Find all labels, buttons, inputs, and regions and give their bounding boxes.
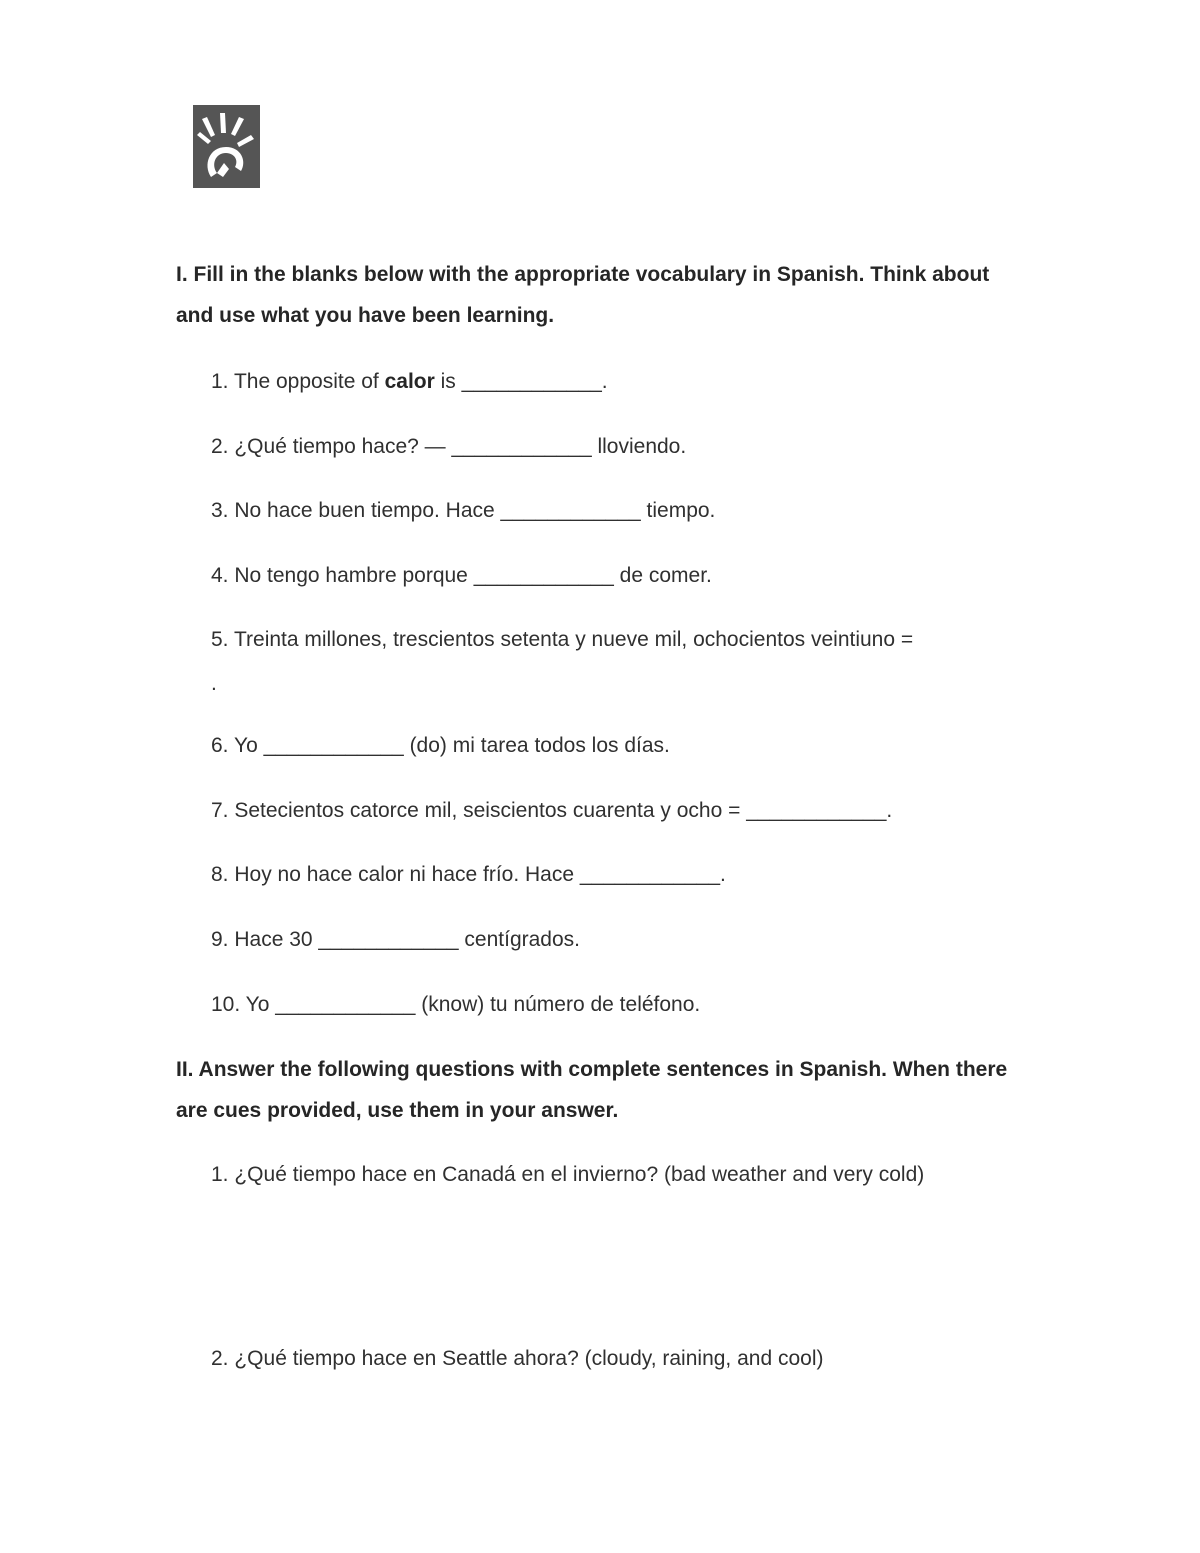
answer-blank[interactable]: ____________: [461, 370, 602, 393]
answer-blank[interactable]: ____________: [275, 993, 416, 1016]
item-text: .: [601, 370, 608, 393]
item-text: Treinta millones, trescientos setenta y nueve mil, ochocientos veintiuno =: [233, 628, 914, 651]
answer-blank[interactable]: ____________: [263, 734, 404, 757]
sun-head-logo-icon: [193, 105, 260, 188]
section-2-heading: [176, 1049, 1076, 1131]
item-text: .: [720, 863, 726, 886]
item-continuation-text: .: [211, 672, 217, 695]
item-text: is: [434, 370, 462, 393]
item-text: The opposite of: [233, 370, 385, 393]
answer-blank[interactable]: ____________: [473, 564, 614, 587]
item-text: Yo: [245, 993, 276, 1016]
fill-blank-item-4: [211, 562, 1091, 590]
section-2-heading-line-2: are cues provided, use them in your answer.: [176, 1099, 619, 1122]
item-text: Hoy no hace calor ni hace frío. Hace: [234, 863, 580, 886]
answer-blank[interactable]: ____________: [746, 799, 887, 822]
item-number: 3.: [211, 499, 229, 522]
question-item-2: [211, 1345, 1091, 1373]
item-number: 1.: [211, 1163, 229, 1186]
item-text: Setecientos catorce mil, seiscientos cuarenta y ocho =: [234, 799, 747, 822]
item-text: No hace buen tiempo. Hace: [234, 499, 501, 522]
section-1-heading-line-1: I. Fill in the blanks below with the appropriate vocabulary in Spanish. Think about: [176, 263, 990, 286]
answer-blank[interactable]: ____________: [318, 928, 459, 951]
answer-blank[interactable]: ____________: [451, 435, 592, 458]
item-text: Hace 30: [234, 928, 319, 951]
item-text: (do) mi tarea todos los días.: [403, 734, 670, 757]
item-number: 7.: [211, 799, 229, 822]
item-bold-word: calor: [384, 370, 435, 393]
item-text: ¿Qué tiempo hace? —: [234, 435, 452, 458]
question-text: ¿Qué tiempo hace en Canadá en el invierno? (bad weather and very cold): [234, 1163, 925, 1186]
item-number: 8.: [211, 863, 229, 886]
item-text: .: [886, 799, 893, 822]
section-1-heading-line-2: and use what you have been learning.: [176, 304, 555, 327]
fill-blank-item-2: [211, 433, 1091, 461]
section-2-heading-line-1: II. Answer the following questions with complete sentences in Spanish. When there: [176, 1058, 1008, 1081]
item-text: lloviendo.: [591, 435, 687, 458]
item-text: No tengo hambre porque: [234, 564, 474, 587]
fill-blank-item-9: [211, 926, 1091, 954]
item-number: 6.: [211, 734, 229, 757]
fill-blank-item-6: [211, 732, 1091, 760]
item-text: tiempo.: [640, 499, 716, 522]
fill-blank-item-1: [211, 368, 1091, 396]
item-number: 9.: [211, 928, 229, 951]
question-text: ¿Qué tiempo hace en Seattle ahora? (cloudy, raining, and cool): [234, 1347, 824, 1370]
fill-blank-item-3: [211, 497, 1091, 525]
answer-blank[interactable]: ____________: [500, 499, 641, 522]
answer-blank[interactable]: ____________: [579, 863, 721, 886]
item-text: (know) tu número de teléfono.: [415, 993, 701, 1016]
item-number: 10.: [211, 993, 241, 1016]
fill-blank-item-8: [211, 861, 1091, 889]
item-text: Yo: [233, 734, 264, 757]
item-text: de comer.: [613, 564, 712, 587]
fill-blank-item-5-continuation: [211, 670, 1091, 698]
section-1-heading: [176, 254, 1076, 336]
fill-blank-item-5: [211, 626, 1091, 654]
item-number: 5.: [211, 628, 229, 651]
item-text: centígrados.: [458, 928, 580, 951]
question-item-1: [211, 1161, 1091, 1189]
item-number: 4.: [211, 564, 229, 587]
item-number: 1.: [211, 370, 229, 393]
fill-blank-item-10: [211, 991, 1091, 1019]
item-number: 2.: [211, 1347, 229, 1370]
fill-blank-item-7: [211, 797, 1091, 825]
item-number: 2.: [211, 435, 229, 458]
